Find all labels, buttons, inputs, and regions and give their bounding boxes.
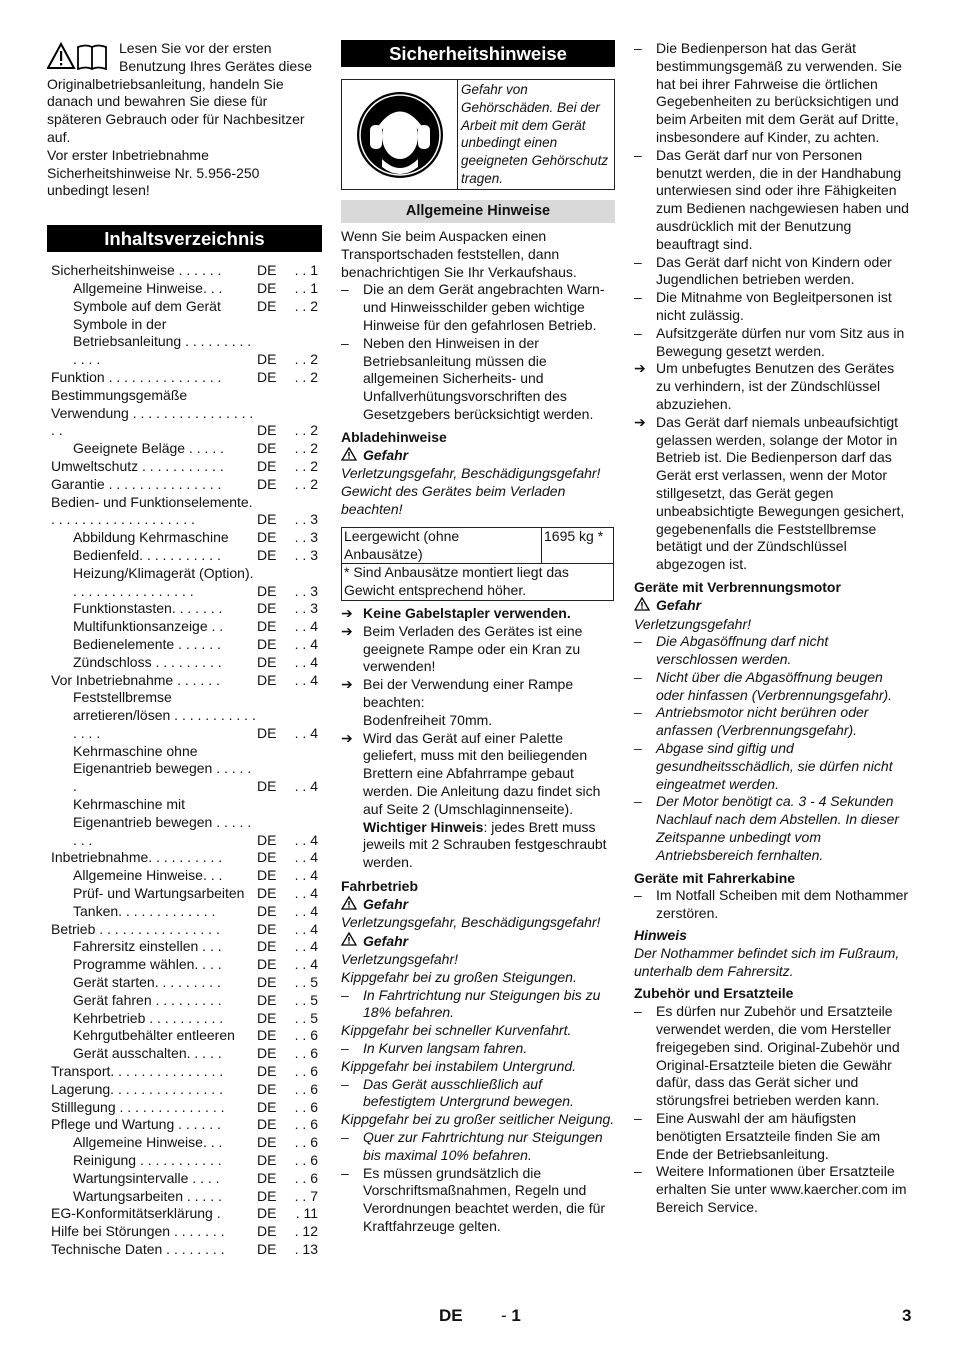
section-heading-safety: Sicherheitshinweise xyxy=(341,40,615,67)
toc-entry-title: Abbildung Kehrmaschine xyxy=(73,529,229,546)
toc-entry-page: . . 4 xyxy=(294,831,318,848)
toc-entry-language: DE xyxy=(257,600,277,617)
toc-entry-language: DE xyxy=(257,635,277,652)
warning-triangle-icon xyxy=(341,896,363,915)
toc-entry[interactable] xyxy=(47,743,322,796)
toc-entry-title: Prüf- und Wartungsarbeiten xyxy=(73,885,245,902)
toc-entry-language: DE xyxy=(257,297,277,314)
list-item: – In Kurven langsam fahren. xyxy=(341,1040,528,1057)
list-item: – Das Gerät ausschließlich auf befestigtem Untergrund bewegen. xyxy=(341,1075,574,1110)
toc-entry-page: . . 6 xyxy=(294,1063,318,1080)
toc-entry-title: Bestimmungsgemäße Verwendung . . . . . . . . . . . . . . . . . . xyxy=(51,386,254,439)
toc-entry-language: DE xyxy=(257,724,277,741)
toc-entry-language: DE xyxy=(257,440,277,457)
toc-entry-title: Bedien- und Funktionselemente. . . . . . . . . . . . . . . . . . . . xyxy=(51,493,253,528)
toc-entry[interactable] xyxy=(47,280,322,298)
toc-entry-language: DE xyxy=(257,991,277,1008)
toc-entry[interactable] xyxy=(47,529,322,547)
intro-paragraph: Lesen Sie vor der ersten Benutzung Ihres Gerätes diese Originalbetriebsanleitung, handeln Sie danach und bewahren Sie diese für späteren Gebrauch oder für Nachbesitzer auf. xyxy=(47,40,313,145)
toc-entry[interactable] xyxy=(47,636,322,654)
toc-entry[interactable] xyxy=(47,1188,322,1206)
page-number: 3 xyxy=(902,1306,912,1325)
engine-warning: Verletzungsgefahr! xyxy=(634,615,751,632)
toc-entry-title: Funktionstasten. . . . . . . xyxy=(73,600,223,617)
unload-heading: Abladehinweise xyxy=(341,428,447,445)
toc-entry-title: Allgemeine Hinweise. . . xyxy=(73,867,223,884)
toc-entry-page: . . 6 xyxy=(294,1169,318,1186)
toc-entry[interactable] xyxy=(47,1170,322,1188)
toc-entry[interactable] xyxy=(47,903,322,921)
toc-entry-language: DE xyxy=(257,546,277,563)
toc-entry-language: DE xyxy=(257,368,277,385)
toc-entry[interactable] xyxy=(47,672,322,690)
toc-entry-title: Transport. . . . . . . . . . . . . . . xyxy=(51,1063,224,1080)
toc-entry-title: Lagerung. . . . . . . . . . . . . . . xyxy=(51,1080,223,1097)
column-middle xyxy=(341,40,615,1236)
toc-entry[interactable] xyxy=(47,600,322,618)
toc-entry-page: . . 4 xyxy=(294,849,318,866)
toc-entry-page: . . 6 xyxy=(294,1027,318,1044)
toc-entry-title: Fahrersitz einstellen . . . xyxy=(73,938,222,955)
toc-entry-language: DE xyxy=(257,1241,277,1257)
toc-entry-page: . . 6 xyxy=(294,1045,318,1062)
toc-heading: Inhaltsverzeichnis xyxy=(47,225,322,252)
toc-entry-title: Allgemeine Hinweise. . . xyxy=(73,279,223,296)
toc-entry-page: . . 2 xyxy=(294,440,318,457)
hint-text: Der Nothammer befindet sich im Fußraum, unterhalb dem Fahrersitz. xyxy=(634,944,900,979)
list-item: – Quer zur Fahrtrichtung nur Steigungen bis maximal 10% befahren. xyxy=(341,1129,603,1163)
toc-entry-language: DE xyxy=(257,1134,277,1151)
toc-entry[interactable] xyxy=(47,1223,322,1241)
list-item: – Die Abgasöffnung darf nicht verschlossen werden. xyxy=(634,633,829,668)
toc-entry[interactable] xyxy=(47,938,322,956)
toc-entry[interactable] xyxy=(47,494,322,530)
toc-entry-language: DE xyxy=(257,956,277,973)
parts-heading: Zubehör und Ersatzteile xyxy=(634,985,794,1002)
toc-entry-title: EG-Konformitätserklärung . xyxy=(51,1205,221,1222)
intro xyxy=(47,40,322,200)
toc-entry-language: DE xyxy=(257,582,277,599)
toc-entry-language: DE xyxy=(257,1080,277,1097)
toc-entry-language: DE xyxy=(257,920,277,937)
toc-entry-page: . . 2 xyxy=(294,457,318,474)
toc-entry-title: Inbetriebnahme. . . . . . . . . . xyxy=(51,849,223,866)
toc-entry-language: DE xyxy=(257,1063,277,1080)
column-left xyxy=(47,40,322,1259)
toc-entry-page: . . 4 xyxy=(294,778,318,795)
toc-entry-page: . 11 xyxy=(295,1205,318,1222)
warning-triangle-icon xyxy=(341,932,363,951)
toc-entry-language: DE xyxy=(257,867,277,884)
toc-entry[interactable] xyxy=(47,689,322,742)
toc-entry[interactable] xyxy=(47,440,322,458)
toc-entry-page: . . 6 xyxy=(294,1134,318,1151)
toc-entry-title: Gerät starten. . . . . . . . . xyxy=(73,974,221,991)
danger-label: Gefahr xyxy=(341,447,615,466)
toc-entry-title: Tanken. . . . . . . . . . . . . xyxy=(73,902,216,919)
list-item: – Antriebsmotor nicht berühren oder anfassen (Verbrennungsgefahr). xyxy=(634,704,869,739)
weight-note: * Sind Anbausätze montiert liegt das Gewicht entsprechend höher. xyxy=(342,564,614,601)
list-item: – Aufsitzgeräte dürfen nur vom Sitz aus in Bewegung gesetzt werden. xyxy=(634,324,905,359)
toc-entry[interactable] xyxy=(47,974,322,992)
drive-warning: Verletzungsgefahr, Beschädigungsgefahr! xyxy=(341,914,601,931)
toc-entry-title: Allgemeine Hinweise. . . xyxy=(73,1134,223,1151)
toc-entry-page: . . 5 xyxy=(294,991,318,1008)
toc-entry-title: Programme wählen. . . . xyxy=(73,956,222,973)
list-item: – Es müssen grundsätzlich die Vorschriftsmaßnahmen, Regeln und Verordnungen beachtet werden, die für Kraftfahrzeuge gelten. xyxy=(341,1164,606,1235)
toc-entry-page: . . 2 xyxy=(294,475,318,492)
toc-entry-language: DE xyxy=(257,938,277,955)
toc-entry-page: . . 3 xyxy=(294,529,318,546)
toc-entry-title: Bedienfeld. . . . . . . . . . . xyxy=(73,546,221,563)
list-item: – Abgase sind giftig und gesundheitsschädlich, sie dürfen nicht eingeatmet werden. xyxy=(634,740,893,792)
toc-entry[interactable] xyxy=(47,796,322,849)
toc-entry[interactable] xyxy=(47,458,322,476)
toc-entry[interactable] xyxy=(47,1099,322,1117)
toc-entry-page: . . 2 xyxy=(294,422,318,439)
toc-entry-title: Feststellbremse arretieren/lösen . . . . . . . . . . . . . . . xyxy=(73,689,256,741)
toc-entry[interactable] xyxy=(47,1205,322,1223)
toc-entry-page: . . 4 xyxy=(294,653,318,670)
arrow-item: ➔ Keine Gabelstapler verwenden. xyxy=(341,604,571,621)
toc-entry-title: Garantie . . . . . . . . . . . . . . . xyxy=(51,475,222,492)
intro-safety-note: Vor erster Inbetriebnahme Sicherheitshinweise Nr. 5.956-250 unbedingt lesen! xyxy=(47,146,260,199)
toc-entry-title: Kehrbetrieb . . . . . . . . . . xyxy=(73,1009,224,1026)
list-item: – In Fahrtrichtung nur Steigungen bis zu 18% befahren. xyxy=(341,986,601,1021)
warning-triangle-icon xyxy=(634,597,656,616)
toc-entry[interactable] xyxy=(47,565,322,601)
toc-entry-title: Multifunktionsanzeige . . xyxy=(73,618,224,635)
toc-entry-language: DE xyxy=(257,1187,277,1204)
toc-entry-page: . . 4 xyxy=(294,724,318,741)
toc-entry[interactable] xyxy=(47,387,322,440)
engine-heading: Geräte mit Verbrennungsmotor xyxy=(634,578,841,595)
manual-reference: Die Anleitung dazu findet sich auf Seite 2 (Umschlaginnenseite). xyxy=(363,782,601,817)
hearing-protection-box xyxy=(341,79,615,190)
toc-entry-page: . . 6 xyxy=(294,1080,318,1097)
toc-entry[interactable] xyxy=(47,654,322,672)
toc-entry-title: Kehrgutbehälter entleeren xyxy=(73,1027,235,1044)
arrow-item: ➔ Wird das Gerät auf einer Palette geliefert, muss mit den beiliegenden Brettern eine Abfahrrampe gebaut werden. Die Anleitung dazu findet sich auf Seite 2 (Umschlaginnenseite). Wichtiger Hinweis: jedes Brett muss jeweils mit 2 Schrauben festgeschraubt werden. xyxy=(341,729,607,871)
toc-entry-title: Vor Inbetriebnahme . . . . . . xyxy=(51,671,220,688)
arrow-item: ➔ Beim Verladen des Gerätes ist eine geeignete Rampe oder ein Kran zu verwenden! xyxy=(341,622,583,675)
toc-entry[interactable] xyxy=(47,1134,322,1152)
footer-section-number: - 1 xyxy=(501,1306,521,1325)
toc-entry-title: Technische Daten . . . . . . . . xyxy=(51,1241,225,1257)
toc-entry-page: . . 5 xyxy=(294,1009,318,1026)
toc-entry[interactable] xyxy=(47,849,322,867)
toc-entry-language: DE xyxy=(257,475,277,492)
toc-entry-title: Bedienelemente . . . . . . xyxy=(73,635,221,652)
toc-entry-language: DE xyxy=(257,1009,277,1026)
toc-entry-language: DE xyxy=(257,1027,277,1044)
toc-entry-title: Symbole in der Betriebsanleitung . . . . . . . . . . . . . xyxy=(73,315,252,368)
footer-language: DE xyxy=(439,1306,463,1325)
toc-entry[interactable] xyxy=(47,1152,322,1170)
toc-entry-page: . . 1 xyxy=(294,279,318,296)
toc-entry-page: . . 4 xyxy=(294,635,318,652)
toc-entry[interactable] xyxy=(47,867,322,885)
toc-entry-title: Betrieb . . . . . . . . . . . . . . . . xyxy=(51,920,220,937)
toc-entry-page: . . 3 xyxy=(294,546,318,563)
warning-manual-icon xyxy=(47,42,113,72)
toc-entry-page: . . 4 xyxy=(294,902,318,919)
toc-entry[interactable] xyxy=(47,921,322,939)
toc-entry[interactable] xyxy=(47,1045,322,1063)
weight-label: Leergewicht (ohne Anbausätze) xyxy=(342,527,542,564)
toc-entry-page: . . 6 xyxy=(294,1152,318,1169)
toc-entry-page: . . 6 xyxy=(294,1116,318,1133)
toc-entry-title: Kehrmaschine mit Eigenantrieb bewegen . . . . . . . . xyxy=(73,796,252,848)
list-item: – Das Gerät darf nur von Personen benutzt werden, die in der Handhabung unterwiesen sind oder ihre Fähigkeiten zum Bedienen nachgewiesen haben und ausdrücklich mit der Benutzung beauftragt sind. xyxy=(634,146,909,252)
list-item: – Es dürfen nur Zubehör und Ersatzteile verwendet werden, die vom Hersteller freigegeben sind. Original-Zubehör und Original-Ersatzteile bieten die Gewähr dafür, dass das Gerät sicher und störungsfrei betrieben werden kann. xyxy=(634,1003,900,1109)
toc-entry-language: DE xyxy=(257,457,277,474)
weight-table xyxy=(341,527,614,601)
toc-entry-language: DE xyxy=(257,849,277,866)
toc-entry-page: . . 4 xyxy=(294,618,318,635)
toc-entry-title: Gerät fahren . . . . . . . . . xyxy=(73,991,222,1008)
toc-entry-title: Heizung/Klimagerät (Option). . . . . . . . . . . . . . . . . xyxy=(73,564,254,599)
toc-entry-language: DE xyxy=(257,1116,277,1133)
list-item: – Die Mitnahme von Begleitpersonen ist nicht zulässig. xyxy=(634,289,892,323)
toc-entry-page: . . 3 xyxy=(294,600,318,617)
toc-entry-language: DE xyxy=(257,1169,277,1186)
hearing-protection-text: Gefahr von Gehörschäden. Bei der Arbeit mit dem Gerät unbedingt einen geeigneten Gehörschutz tragen. xyxy=(461,82,609,186)
toc-entry-page: . . 1 xyxy=(294,262,318,279)
drive-risk: Kippgefahr bei instabilem Untergrund. xyxy=(341,1057,577,1074)
toc-entry-title: Funktion . . . . . . . . . . . . . . . xyxy=(51,368,222,385)
toc-entry[interactable] xyxy=(47,1116,322,1134)
toc-entry-page: . . 2 xyxy=(294,351,318,368)
list-item: – Im Notfall Scheiben mit dem Nothammer zerstören. xyxy=(634,887,909,922)
toc-entry-language: DE xyxy=(257,262,277,279)
toc-entry[interactable] xyxy=(47,618,322,636)
toc-entry-language: DE xyxy=(257,279,277,296)
general-intro: Wenn Sie beim Auspacken einen Transportschaden feststellen, dann benachrichtigen Sie Ihr Verkaufshaus. xyxy=(341,228,577,280)
toc-entry-page: . 13 xyxy=(294,1241,318,1257)
warning-triangle-icon xyxy=(341,447,363,466)
toc-entry-page: . . 6 xyxy=(294,1098,318,1115)
toc-entry-page: . . 4 xyxy=(294,671,318,688)
toc-entry-language: DE xyxy=(257,1223,277,1240)
important-label: Wichtiger Hinweis xyxy=(363,818,484,835)
drive-risk: Kippgefahr bei zu großer seitlicher Neigung. xyxy=(341,1111,615,1128)
danger-label: Gefahr xyxy=(634,597,910,616)
toc-entry-title: Kehrmaschine ohne Eigenantrieb bewegen . . . . . . xyxy=(73,742,252,795)
toc-entry-title: Zündschloss . . . . . . . . . xyxy=(73,653,222,670)
arrow-item: ➔ Das Gerät darf niemals unbeaufsichtigt gelassen werden, solange der Motor in Betrieb ist. Die Bedienperson darf das Gerät erst verlassen, wenn der Motor stillgesetzt, das Gerät gegen unbeabsichtigte Bewegungen gesichert, gegebenenfalls die Feststellbremse betätigt und der Zündschlüssel abgezogen ist. xyxy=(634,413,905,573)
toc-entry-language: DE xyxy=(257,831,277,848)
list-item: – Die an dem Gerät angebrachten Warn- und Hinweisschilder geben wichtige Hinweise für den gefahrlosen Betrieb. xyxy=(341,281,605,333)
toc-entry-language: DE xyxy=(257,653,277,670)
toc-entry-page: . 12 xyxy=(294,1223,318,1240)
toc-entry-language: DE xyxy=(257,1098,277,1115)
cabin-heading: Geräte mit Fahrerkabine xyxy=(634,869,796,886)
toc-entry-language: DE xyxy=(257,1152,277,1169)
column-right xyxy=(634,40,910,1217)
toc-entry-title: Symbole auf dem Gerät xyxy=(73,297,221,314)
toc-entry[interactable] xyxy=(47,547,322,565)
toc-entry-language: DE xyxy=(257,351,277,368)
toc-entry[interactable] xyxy=(47,316,322,369)
arrow-item: ➔ Um unbefugtes Benutzen des Gerätes zu verhindern, ist der Zündschlüssel abzuziehen. xyxy=(634,360,895,412)
drive-warning: Verletzungsgefahr! xyxy=(341,951,458,968)
toc-entry-page: . . 2 xyxy=(294,368,318,385)
toc-entry-page: . . 7 xyxy=(294,1187,318,1204)
toc-entry-title: Wartungsintervalle . . . . xyxy=(73,1169,220,1186)
toc-entry-title: Sicherheitshinweise . . . . . . xyxy=(51,262,222,279)
toc-entry-title: Gerät ausschalten. . . . . xyxy=(73,1045,222,1062)
danger-label: Gefahr xyxy=(341,932,615,951)
drive-risk: Kippgefahr bei schneller Kurvenfahrt. xyxy=(341,1022,572,1039)
toc-entry[interactable] xyxy=(47,298,322,316)
toc-entry[interactable] xyxy=(47,1027,322,1045)
list-item: – Neben den Hinweisen in der Betriebsanleitung müssen die allgemeinen Sicherheits- und Unfallverhütungsvorschriften des Gesetzgebers berücksichtigt werden. xyxy=(341,334,594,422)
toc-entry-page: . . 4 xyxy=(294,885,318,902)
toc-entry-title: Stilllegung . . . . . . . . . . . . . . xyxy=(51,1098,225,1115)
hearing-protection-icon xyxy=(342,80,458,189)
toc-entry-language: DE xyxy=(257,1045,277,1062)
toc-entry-page: . . 4 xyxy=(294,956,318,973)
weight-value: 1695 kg * xyxy=(542,527,614,564)
unload-warning: Verletzungsgefahr, Beschädigungsgefahr! Gewicht des Gerätes beim Verladen beachten! xyxy=(341,465,601,517)
toc-entry-language: DE xyxy=(257,778,277,795)
table-of-contents xyxy=(47,262,322,1259)
list-item: – Das Gerät darf nicht von Kindern oder Jugendlichen betrieben werden. xyxy=(634,253,892,288)
toc-entry-page: . . 4 xyxy=(294,867,318,884)
toc-entry-language: DE xyxy=(257,422,277,439)
hint-label: Hinweis xyxy=(634,927,687,944)
toc-entry[interactable] xyxy=(47,1010,322,1028)
list-item: – Weitere Informationen über Ersatzteile erhalten Sie unter www.kaercher.com im Bereich Service. xyxy=(634,1163,907,1215)
toc-entry-title: Umweltschutz . . . . . . . . . . . xyxy=(51,457,224,474)
toc-entry-title: Hilfe bei Störungen . . . . . . . xyxy=(51,1223,225,1240)
toc-entry-page: . . 5 xyxy=(294,974,318,991)
toc-entry-title: Geeignete Beläge . . . . . xyxy=(73,440,224,457)
toc-entry-language: DE xyxy=(257,902,277,919)
danger-label: Gefahr xyxy=(341,896,615,915)
drive-heading: Fahrbetrieb xyxy=(341,877,419,894)
list-item: – Eine Auswahl der am häufigsten benötigten Ersatzteile finden Sie am Ende der Betriebsanleitung. xyxy=(634,1110,881,1162)
toc-entry-language: DE xyxy=(257,974,277,991)
toc-entry[interactable] xyxy=(47,992,322,1010)
toc-entry[interactable] xyxy=(47,262,322,280)
toc-entry-page: . . 2 xyxy=(294,297,318,314)
list-item: – Der Motor benötigt ca. 3 - 4 Sekunden Nachlauf nach dem Abstellen. In dieser Zeitspanne unbedingt vom Antriebsbereich fernhalten. xyxy=(634,793,900,863)
toc-entry-page: . . 3 xyxy=(294,511,318,528)
ground-clearance: Bodenfreiheit 70mm. xyxy=(363,711,493,728)
general-hints-heading: Allgemeine Hinweise xyxy=(341,200,615,223)
toc-entry-title: Pflege und Wartung . . . . . . xyxy=(51,1116,221,1133)
toc-entry-language: DE xyxy=(257,671,277,688)
toc-entry[interactable] xyxy=(47,956,322,974)
arrow-item: ➔ Bei der Verwendung einer Rampe beachten: Bodenfreiheit 70mm. xyxy=(341,676,574,728)
toc-entry[interactable] xyxy=(47,1063,322,1081)
toc-entry[interactable] xyxy=(47,1241,322,1259)
toc-entry-title: Wartungsarbeiten . . . . . xyxy=(73,1187,222,1204)
toc-entry[interactable] xyxy=(47,476,322,494)
toc-entry-page: . . 4 xyxy=(294,920,318,937)
toc-entry-language: DE xyxy=(257,529,277,546)
list-item: – Nicht über die Abgasöffnung beugen oder hinfassen (Verbrennungsgefahr). xyxy=(634,668,893,703)
toc-entry-language: DE xyxy=(257,1205,277,1222)
toc-entry-page: . . 3 xyxy=(294,582,318,599)
toc-entry-title: Reinigung . . . . . . . . . . . xyxy=(73,1152,222,1169)
list-item: – Die Bedienperson hat das Gerät bestimmungsgemäß zu verwenden. Sie hat bei ihrer Fahrweise die örtlichen Gegebenheiten zu berücksichtigen und beim Arbeiten mit dem Gerät auf Dritte, insbesondere auf Kinder, zu achten. xyxy=(634,40,902,145)
toc-entry-language: DE xyxy=(257,618,277,635)
toc-entry[interactable] xyxy=(47,369,322,387)
toc-entry[interactable] xyxy=(47,1081,322,1099)
drive-risk: Kippgefahr bei zu großen Steigungen. xyxy=(341,968,577,985)
toc-entry[interactable] xyxy=(47,885,322,903)
toc-entry-language: DE xyxy=(257,885,277,902)
toc-entry-language: DE xyxy=(257,511,277,528)
toc-entry-page: . . 4 xyxy=(294,938,318,955)
